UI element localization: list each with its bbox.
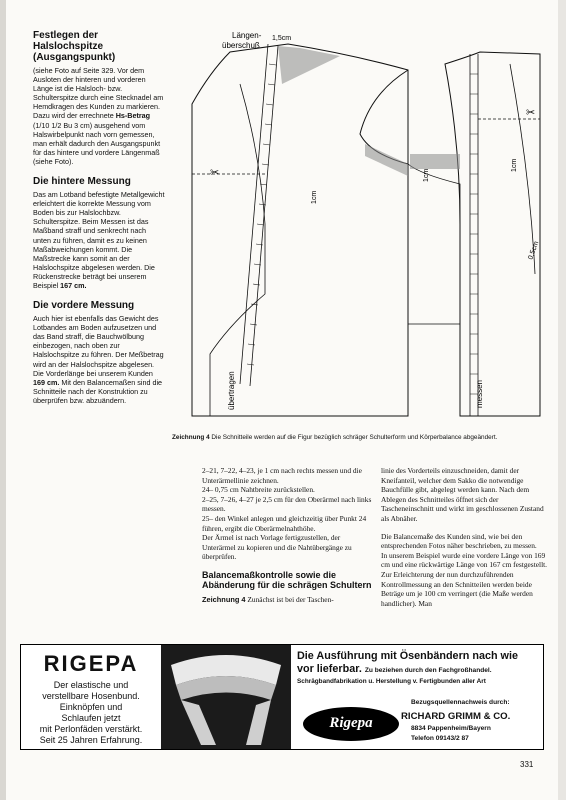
waistband-photo [161, 645, 291, 749]
ad-brand: RIGEPA [43, 651, 139, 676]
left-column [33, 30, 165, 415]
section-text: Auch hier ist ebenfalls das Gewicht des Lotbandes am Boden aufzusetzen und das Band straff, die Bauchwölbung einbezogen, nach oben zur Halslochspitze zu führen. Der Meßbetrag wird an der Halslochspitze abgelesen. Die Vorderlänge bei unserem Kunden 169 cm. Mit den Balancemaßen sind die Schnitteile nach der Konstruktion zu überprüfen bzw. abzuändern. [33, 314, 164, 405]
ad-description: Der elastische und verstellbare Hosenbund. Einknöpfen und Schlaufen jetzt mit Perlonfäden verstärkt. Seit 25 Jahren Erfahrung. [39, 680, 143, 745]
tape-ticks-front [470, 74, 478, 394]
section-text: Das am Lotband befestigte Metallgewicht erleichtert die korrekte Messung vom Boden bis zur Halslochbzw. Schulterspitze. Beim Messen ist das Maßband straff und senkrecht nach unten zu führen, damit es zu keinen Maßabweichungen kommt. Die Maßstrecke kann somit an der Halslochspitze abgelesen werden. Die Rückenstrecke beträgt bei unserem Beispiel 167 cm. [33, 190, 165, 290]
shaded-front-zone [410, 154, 460, 169]
ad-left-panel [21, 645, 161, 749]
label-1cm: 1cm [423, 168, 430, 182]
paragraph: 2–21, 7–22, 4–23, je 1 cm nach rechts messen und die Unterärmellinie zeichnen. [202, 466, 362, 485]
scissors-icon: ✂ [526, 106, 536, 119]
waistband-illustration [161, 645, 291, 749]
paragraph: Die Balancemaße des Kunden sind, wie bei den entsprechenden Fotos näher beschrieben, zu messen. [381, 531, 537, 551]
back-seam-line [210, 84, 265, 416]
ad-headline: Die Ausführung mit Ösenbändern nach wie vor lieferbar. Zu beziehen durch den Fachgroßhandel. [297, 650, 518, 675]
label-1cm: 1cm [311, 190, 318, 204]
label-laengen: Längen- [232, 31, 262, 40]
label-ueberschuss: überschuß [222, 41, 260, 50]
advertisement [20, 644, 544, 750]
label-messen: messen [475, 379, 484, 408]
paragraph: linie des Vorderteils einzuschneiden, damit der Kneifanteil, welcher dem Sakko die notwendige Bauchfülle gibt, abgelegt werden kann. Nach dem Ablegen des Schnitteiles öffnet sich der Tascheneinschnitt und wirkt im geschlossenen Zustand als Abnäher. [381, 466, 544, 523]
label-15cm: 1,5cm [272, 35, 292, 42]
pattern-drawing [170, 24, 550, 426]
section-heading: Festlegen der Halslochspitze (Ausgangspunkt) [33, 30, 116, 63]
tape-ticks-back [247, 64, 276, 365]
body-column-1 [202, 466, 372, 605]
paragraph: Der Ärmel ist nach Vorlage fertigzustellen, der Unterärmel zu kopieren und die Nahtübergänge zu überprüfen. [202, 533, 352, 562]
paragraph: 2–25, 7–26, 4–27 je 2,5 cm für den Oberärmel nach links messen. [202, 494, 372, 514]
subheading: Balancemaßkontrolle sowie die Abänderung für die schrägen Schultern [202, 569, 372, 591]
ad-right-panel [293, 645, 543, 749]
section-heading: Die hintere Messung [33, 176, 131, 188]
page-number: 331 [520, 760, 534, 769]
paragraph: 25– den Winkel anlegen und gleichzeitig über Punkt 24 führen, ergibt die Oberärmelnahthöhe. [202, 513, 367, 533]
rigepa-logo: Rigepa [303, 707, 399, 741]
ad-subline: Schrägbandfabrikation u. Herstellung v. Fertigbunden aller Art [297, 678, 486, 685]
shaded-side-zone [365, 144, 408, 176]
ad-supply-note: Bezugsquellennachweis durch: [411, 699, 510, 706]
paragraph: Zeichnung 4 Zunächst ist bei der Taschen- [202, 594, 334, 604]
paragraph: Zur Erleichterung der nun durchzuführenden Kontrollmessung an den Schnitteilen werden beide Beträge um je 100 cm verringert (die Maße werden handlicher). Man [381, 569, 533, 608]
paragraph: 24– 0,75 cm Nahtbreite zurückstellen. [202, 485, 315, 495]
label-1cm: 1cm [511, 158, 518, 172]
ad-address: 8834 Pappenheim/Bayern [411, 725, 491, 732]
section-text: (siehe Foto auf Seite 329. Vor dem Ausloten der hinteren und vorderen Länge ist die Halsloch- bzw. Schulterspitze durch eine Stecknadel am Hemdkragen des Kunden zu markieren. Dazu wird der errechnete Hs-Betrag (1/10 1/2 Bu 3 cm) ausgehend vom Halswirbelpunkt nach vorn gemessen, man erhält dadurch den Ausgangspunkt für das hintere und vordere Längenmaß (siehe Foto). [33, 66, 164, 166]
ad-phone: Telefon 09143/2 87 [411, 735, 469, 742]
label-05cm: 0,5cm [527, 240, 541, 261]
ad-company: RICHARD GRIMM & CO. [401, 711, 511, 722]
scissors-icon: ✂ [210, 166, 220, 179]
body-column-2 [381, 466, 551, 608]
side-piece-outline [408, 164, 460, 324]
figure-caption: Zeichnung 4 Die Schnitteile werden auf die Figur bezüglich schräger Schulterform und Körperbalance abgeändert. [172, 434, 498, 441]
label-uebertragen: übertragen [227, 371, 236, 410]
paragraph: In unserem Beispiel wurde eine vordere Länge von 169 cm und eine rückwärtige Länge von 167 cm festgestellt. [381, 550, 548, 570]
section-heading: Die vordere Messung [33, 300, 135, 312]
